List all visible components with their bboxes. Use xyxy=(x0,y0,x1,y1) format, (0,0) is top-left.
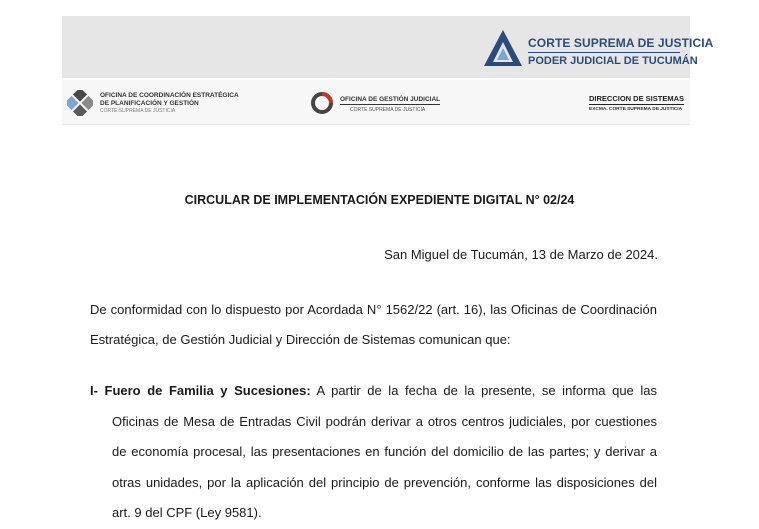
header-divider xyxy=(528,52,680,53)
office-gestion-sub: CORTE SUPREMA DE JUSTICIA xyxy=(350,107,426,113)
intro-paragraph: De conformidad con lo dispuesto por Acordada N° 1562/22 (art. 16), las Oficinas de Coordinación Estratégica, de Gestión Judicial y Dirección de Sistemas comunican que: xyxy=(90,302,657,347)
office-sistemas-sub: EXCMA. CORTE SUPREMA DE JUSTICIA xyxy=(589,107,683,112)
office-gestion-title: OFICINA DE GESTIÓN JUDICIAL xyxy=(340,96,441,103)
office-coordination-line2: DE PLANIFICACIÓN Y GESTIÓN xyxy=(100,100,199,107)
ring-logo-icon xyxy=(310,91,334,115)
office-coordination-line1: OFICINA DE COORDINACIÓN ESTRATÉGICA xyxy=(100,92,239,99)
document-title: CIRCULAR DE IMPLEMENTACIÓN EXPEDIENTE DIGITAL N° 02/24 xyxy=(184,193,575,207)
document-date: San Miguel de Tucumán, 13 de Marzo de 2024. xyxy=(384,247,658,262)
section-heading: I- Fuero de Familia y Sucesiones: xyxy=(90,383,311,398)
section-family-succession xyxy=(90,376,657,529)
office-sistemas-title: DIRECCION DE SISTEMAS xyxy=(589,94,685,103)
section-body: A partir de la fecha de la presente, se informa que las Oficinas de Mesa de Entradas Civil podrán derivar a otros centros judiciales, por cuestiones de economía procesal, las presentaciones en función del domicilio de las partes; y derivar a otras unidades, por la aplicación del principio de prevención, conforme las disposiciones del art. 9 del CPF (Ley 9581). xyxy=(112,383,657,520)
office-coordination-sub: CORTE SUPREMA DE JUSTICIA xyxy=(100,108,176,114)
puzzle-logo-icon xyxy=(67,90,93,116)
institution-subtitle: PODER JUDICIAL DE TUCUMÁN xyxy=(528,55,698,67)
csj-triangle-logo-icon xyxy=(482,28,524,68)
institution-name: CORTE SUPREMA DE JUSTICIA xyxy=(528,36,714,50)
